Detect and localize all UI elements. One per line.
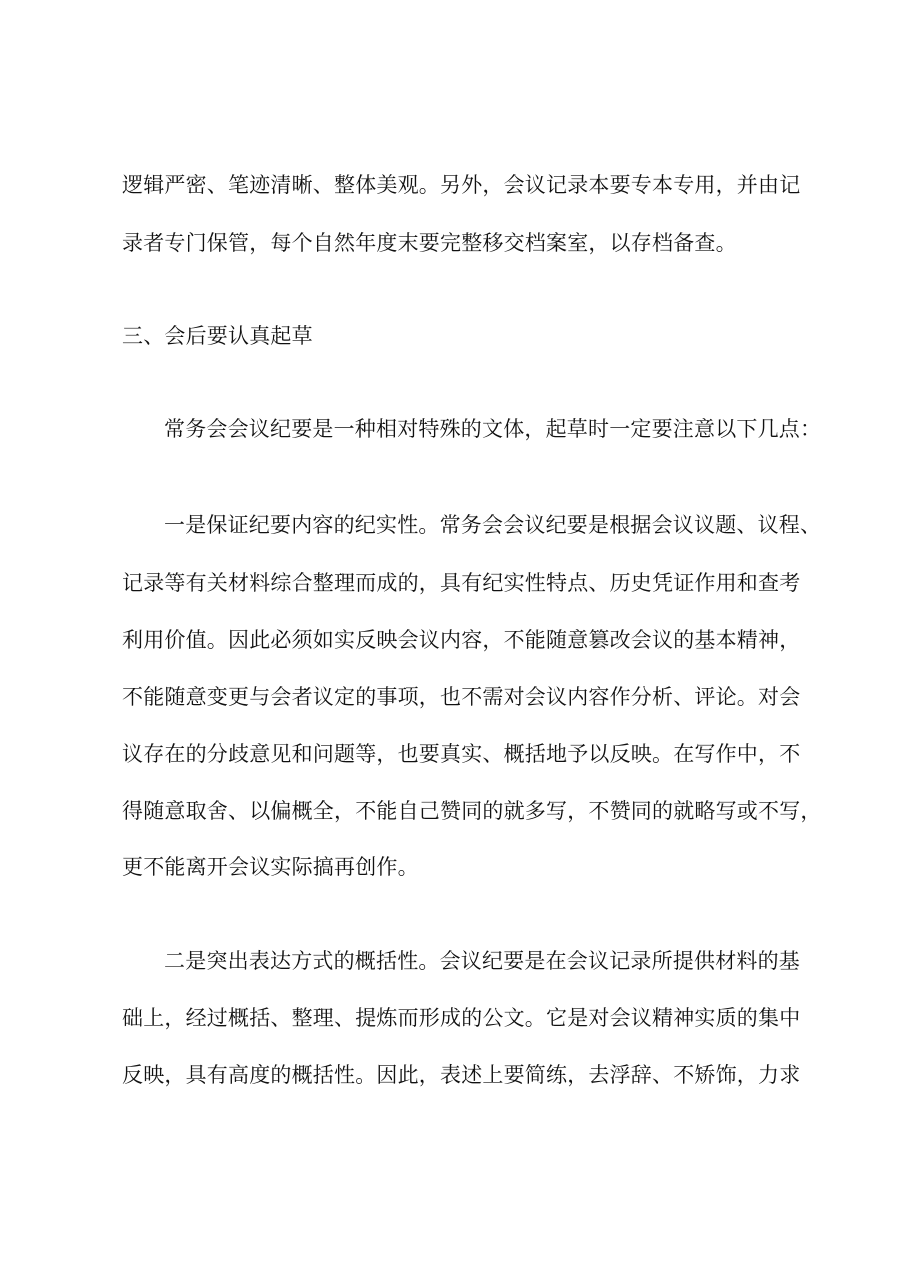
text-line: 记录等有关材料综合整理而成的，具有纪实性特点、历史凭证作用和查考 (122, 571, 801, 595)
text-line: 议存在的分歧意见和问题等，也要真实、概括地予以反映。在写作中，不 (122, 742, 801, 766)
text-line: 录者专门保管，每个自然年度末要完整移交档案室，以存档备查。 (122, 231, 737, 255)
section-heading: 三、会后要认真起草 (122, 324, 313, 348)
paragraph-first-line: 二是突出表达方式的概括性。会议纪要是在会议记录所提供材料的基 (164, 949, 800, 973)
text-line: 础上，经过概括、整理、提炼而形成的公文。它是对会议精神实质的集中 (122, 1006, 801, 1030)
paragraph-first-line: 一是保证纪要内容的纪实性。常务会会议纪要是根据会议议题、议程、 (164, 513, 822, 537)
text-line: 利用价值。因此必须如实反映会议内容，不能随意篡改会议的基本精神， (122, 628, 801, 652)
text-line: 反映，具有高度的概括性。因此，表述上要简练，去浮辞、不矫饰，力求 (122, 1063, 801, 1087)
text-line: 不能随意变更与会者议定的事项，也不需对会议内容作分析、评论。对会 (122, 685, 801, 709)
paragraph-first-line: 常务会会议纪要是一种相对特殊的文体，起草时一定要注意以下几点： (164, 417, 822, 441)
text-line: 逻辑严密、笔迹清晰、整体美观。另外，会议记录本要专本专用，并由记 (122, 173, 801, 197)
text-line: 更不能离开会议实际搞再创作。 (122, 855, 419, 879)
text-line: 得随意取舍、以偏概全，不能自己赞同的就多写，不赞同的就略写或不写， (122, 799, 822, 823)
